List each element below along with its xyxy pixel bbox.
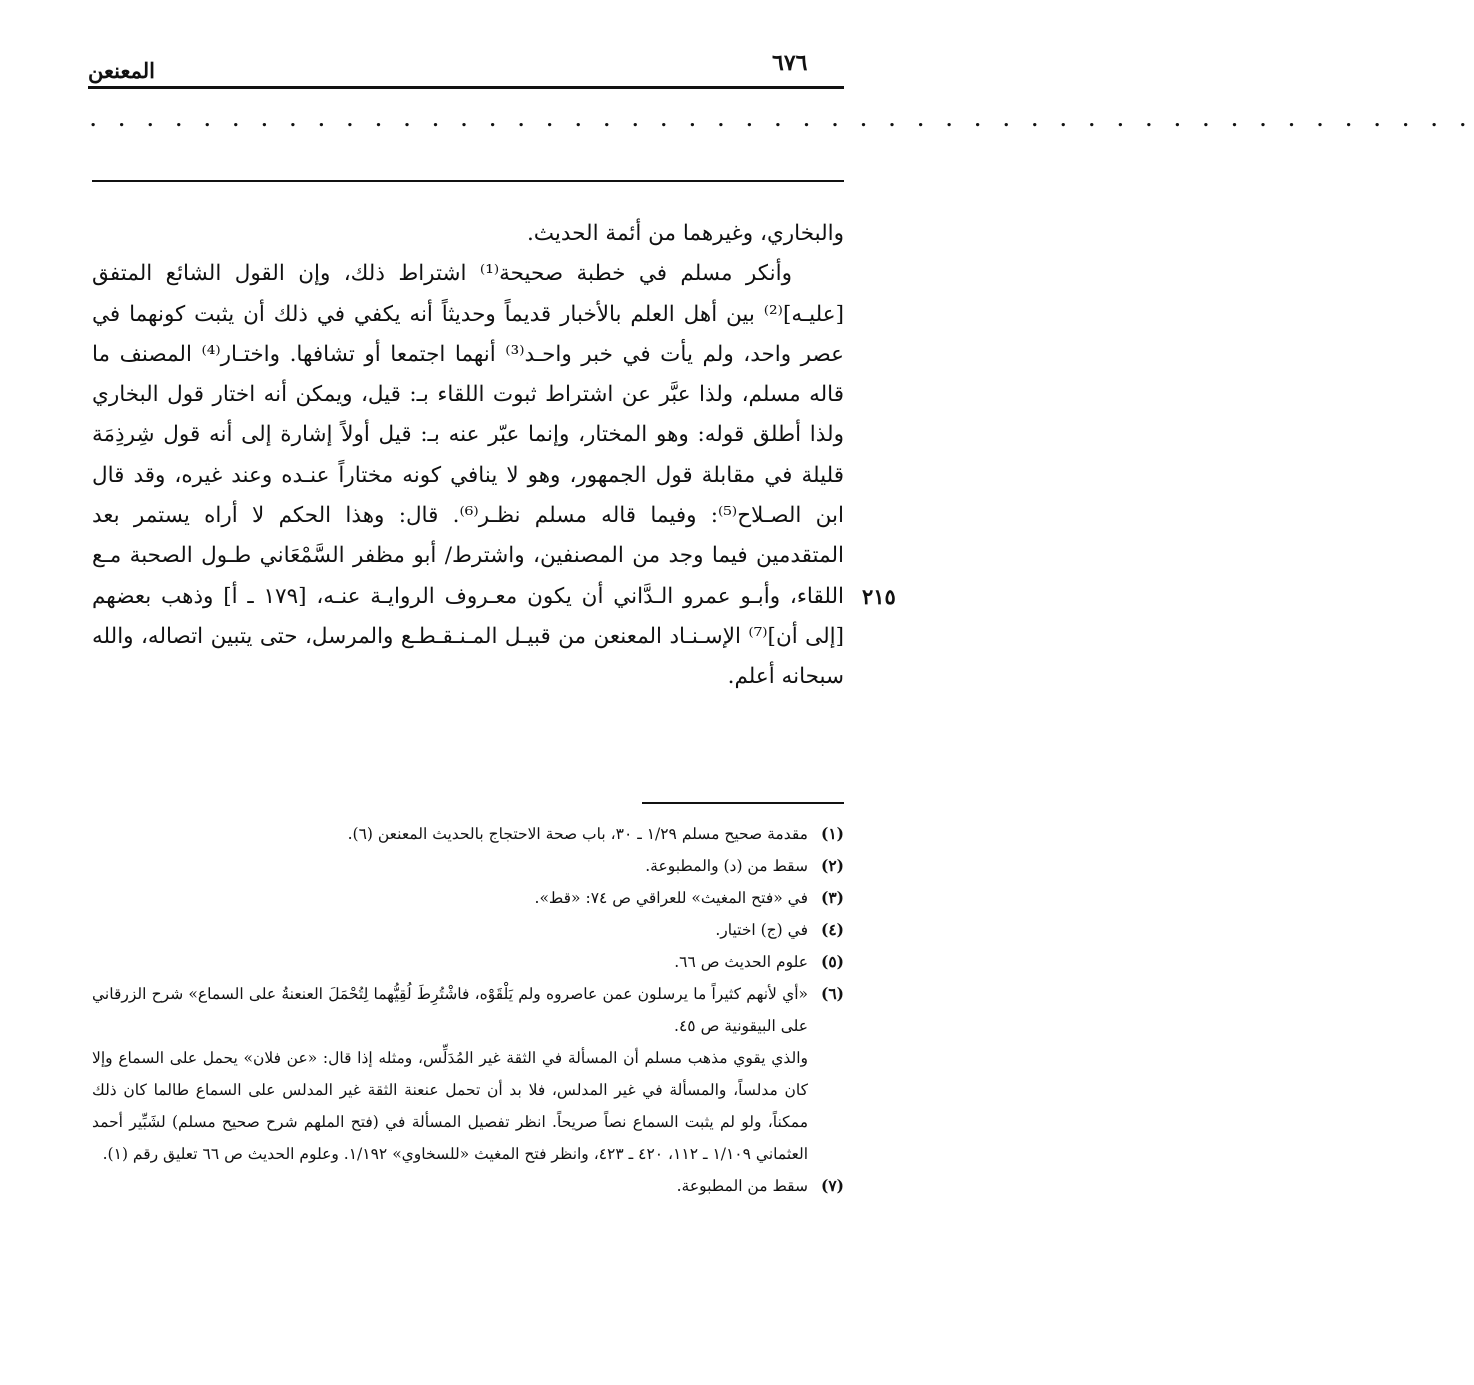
page-number: ٦٧٦ xyxy=(772,50,808,76)
footnote-rule xyxy=(642,802,844,804)
footnotes xyxy=(92,818,844,1202)
footnote-number: (٢) xyxy=(820,856,844,875)
footnote xyxy=(92,818,844,850)
footnote-number: (٦) xyxy=(820,984,844,1003)
footnote-number: (١) xyxy=(820,824,844,843)
footnote xyxy=(92,882,844,914)
footnote xyxy=(92,978,844,1042)
footnote-number: (٧) xyxy=(820,1176,844,1195)
footnote-text: علوم الحديث ص ٦٦. xyxy=(674,953,808,971)
footnote-text: «أي لأنهم كثيراً ما يرسلون عمن عاصروه ولم يَلْقَوْه، فاشْتُرِطَ لُقِيُّهما لِتُحْمَلَ العنعنةُ على السماع» شرح الزرقاني على البيقونية ص ٤٥. xyxy=(92,985,808,1035)
main-text xyxy=(92,214,844,698)
paragraph: والبخاري، وغيرهما من أئمة الحديث. xyxy=(526,221,844,246)
running-title: المعنعن xyxy=(88,58,155,83)
footnote-number: (٣) xyxy=(820,888,844,907)
footnote-text: مقدمة صحيح مسلم ١/٢٩ ـ ٣٠، باب صحة الاحتجاج بالحديث المعنعن (٦). xyxy=(347,825,808,843)
footnote-number: (٤) xyxy=(820,920,844,939)
footnote-text: سقط من المطبوعة. xyxy=(676,1177,808,1195)
header-rule xyxy=(88,86,844,89)
footnote-text: في «فتح المغيث» للعراقي ص ٧٤: «قط». xyxy=(534,889,808,907)
footnote-text: في (ج) اختيار. xyxy=(715,921,808,939)
footnote-continuation: والذي يقوي مذهب مسلم أن المسألة في الثقة غير المُدَلِّس، ومثله إذا قال: «عن فلان» يحمل على السماع وإلا كان مدلساً، والمسألة في غير المدلس، فلا بد أن تحمل عنعنة الثقة غير المدلس على السماع طالما كان ذلك ممكناً، ولو لم يثبت السماع نصاً صريحاً. انظر تفصيل المسألة في (فتح الملهم شرح صحيح مسلم) لشَبِّير أحمد العثماني ١/١٠٩ ـ ١١٢، ٤٢٠ ـ ٤٢٣، وانظر فتح المغيث «للسخاوي» ١/١٩٢. وعلوم الحديث ص ٦٦ تعليق رقم (١). xyxy=(92,1049,808,1163)
footnote-number: (٥) xyxy=(820,952,844,971)
paragraph: وأنكر مسلم في خطبة صحيحة⁽¹⁾ اشتراط ذلك، وإن القول الشائع المتفق [عليـه]⁽²⁾ بين أهل العلم بالأخبار قديماً وحديثاً أنه يكفي في ذلك أن يثبت كونهما في عصر واحد، ولم يأت في خبر واحـد⁽³⁾ أنهما اجتمعا أو تشافها. واختـار⁽⁴⁾ المصنف ما قاله مسلم، ولذا عبَّر عن اشتراط ثبوت اللقاء بـ: قيل، ويمكن أنه اختار قول البخاري ولذا أطلق قوله: وهو المختار، وإنما عبّر عنه بـ: قيل أولاً إشارة إلى أنه قول شِرذِمَة قليلة في مقابلة قول الجمهور، وهو لا ينافي كونه مختاراً عنـده وعند غيره، وقد قال ابن الصـلاح⁽⁵⁾: وفيما قاله مسلم نظـر⁽⁶⁾. قال: وهذا الحكم لا أراه يستمر بعد المتقدمين فيما وجد من المصنفين، واشترط/ أبو مظفر السَّمْعَاني طـول الصحبة مـع اللقاء، وأبـو عمرو الـدَّاني أن يكون معـروف الروايـة عنـه، [١٧٩ ـ أ] وذهب بعضهم [إلى أن]⁽⁷⁾ الإسـنـاد المعنعن من قبيـل المـنـقـطـع والمرسل، حتى يتبين اتصاله، والله سبحانه أعلم. xyxy=(92,261,844,690)
footnote xyxy=(92,1170,844,1202)
footnote xyxy=(92,850,844,882)
margin-page-number: ٢١٥ xyxy=(862,584,896,609)
footnote-text: سقط من (د) والمطبوعة. xyxy=(645,857,808,875)
footnote xyxy=(92,946,844,978)
footnote xyxy=(92,914,844,946)
dotted-separator: . . . . . . . . . . . . . . . . . . . . . . . . . . . . . . . . . . . . . . . . . . . . . . . . . xyxy=(90,110,1474,131)
text-top-rule xyxy=(92,180,844,182)
